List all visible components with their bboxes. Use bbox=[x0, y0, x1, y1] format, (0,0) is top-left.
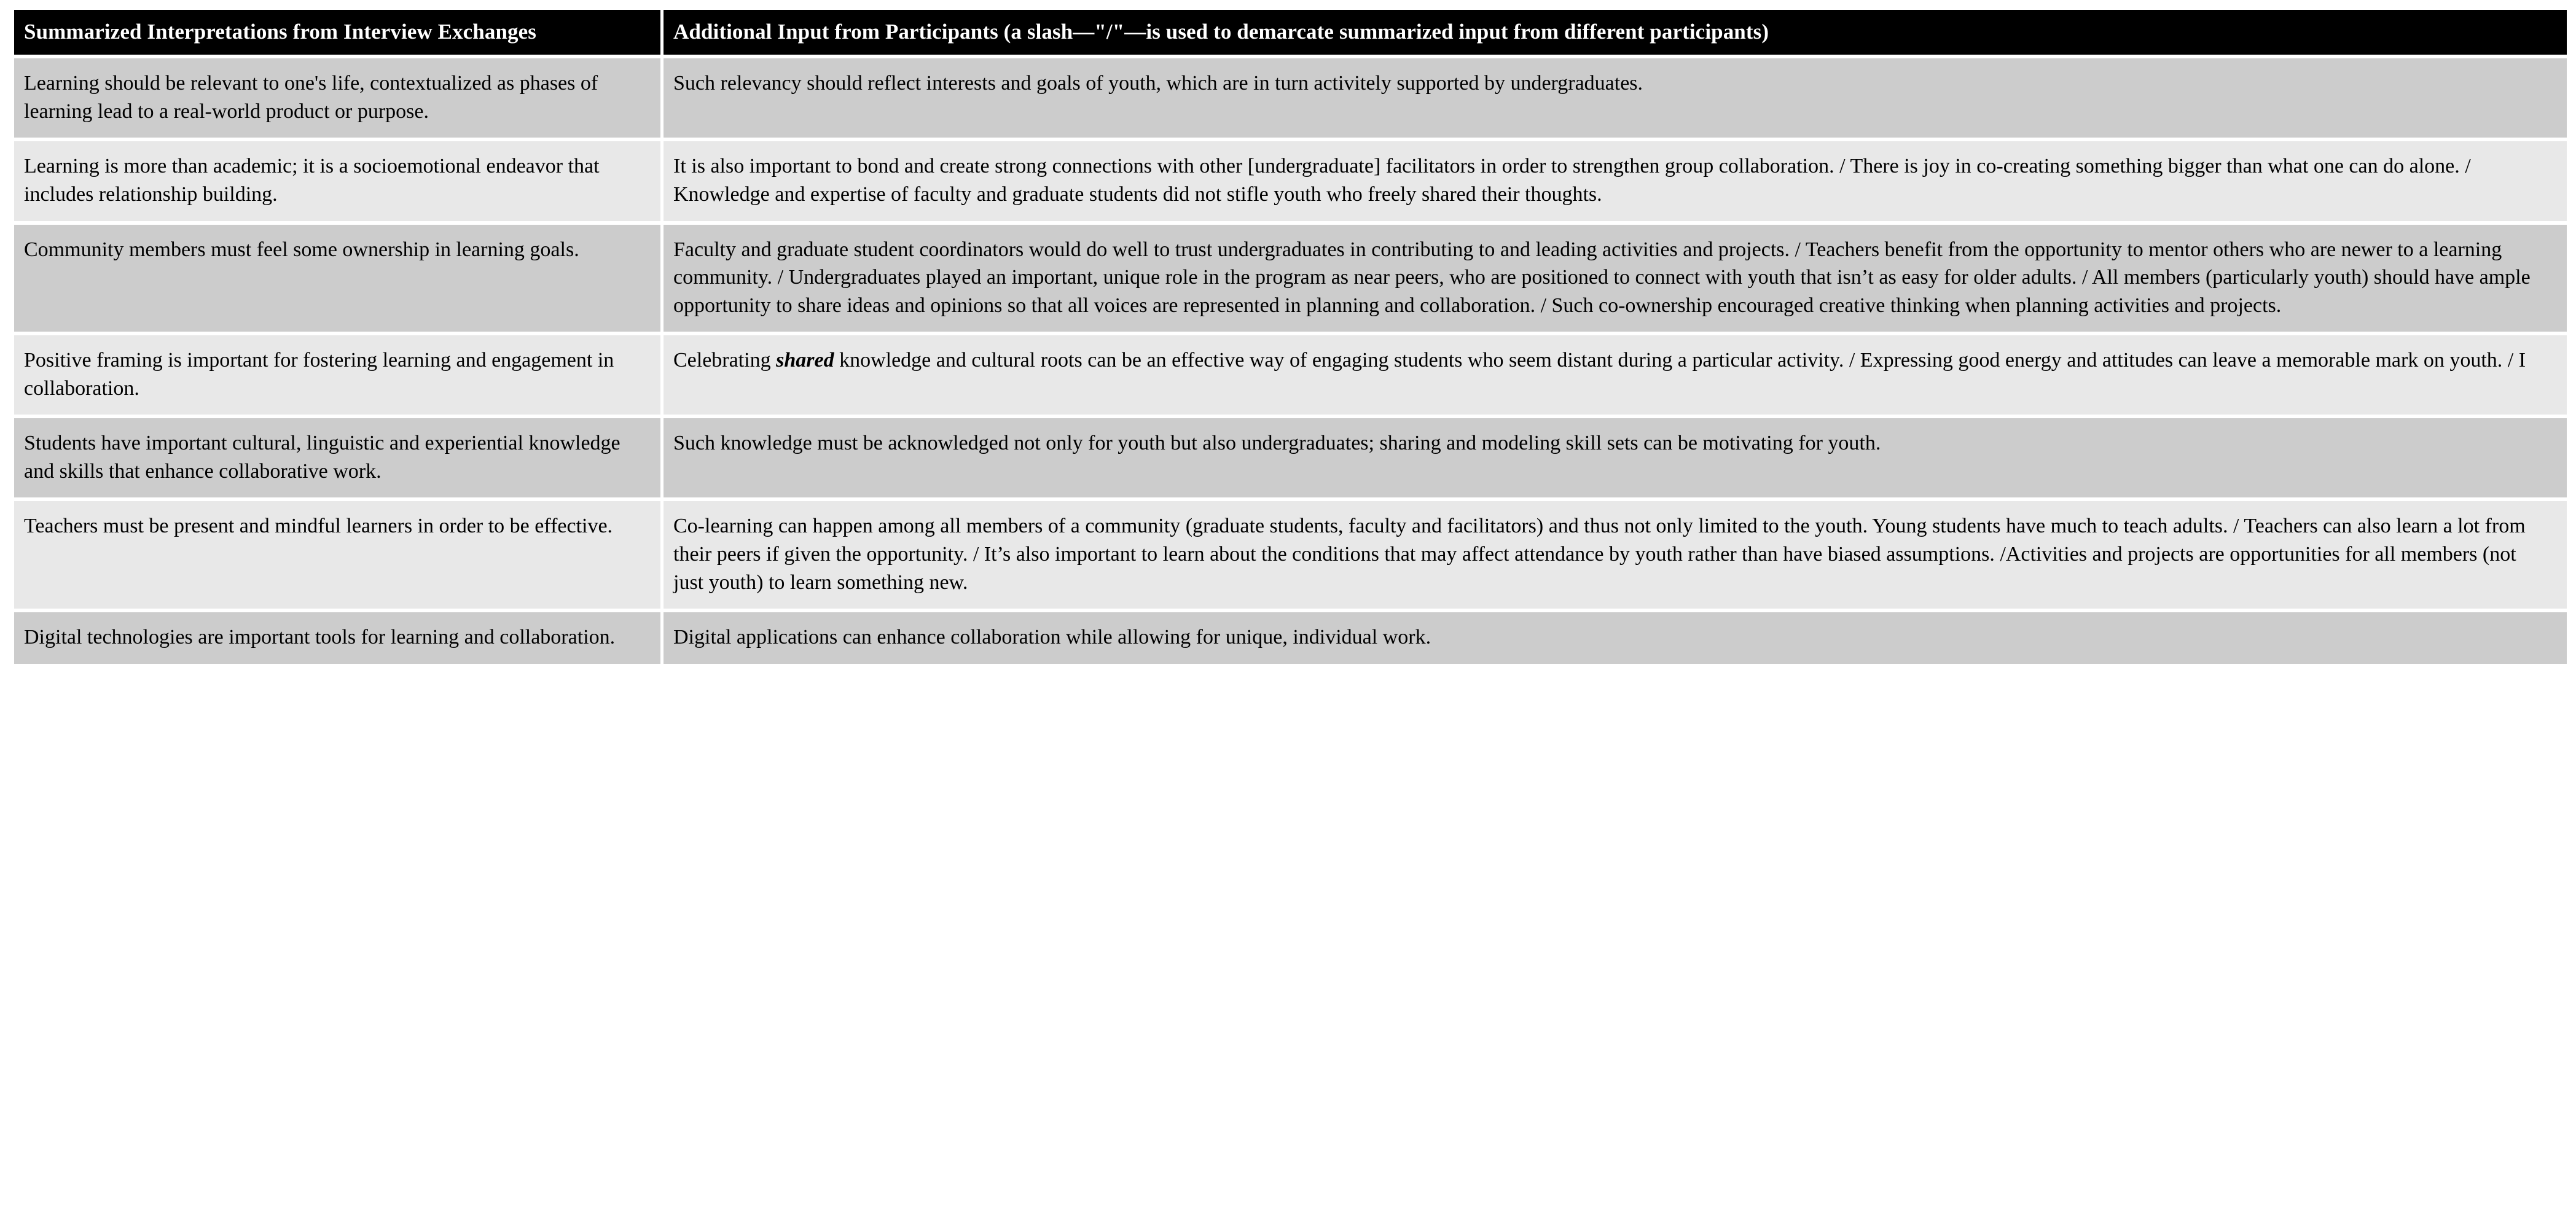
table-row bbox=[14, 501, 2567, 609]
participant-input-cell: Such knowledge must be acknowledged not only for youth but also undergraduates; sharing and modeling skill sets can be motivating for youth. bbox=[664, 418, 2567, 497]
table-row bbox=[14, 612, 2567, 664]
table-row bbox=[14, 58, 2567, 138]
interpretation-cell: Teachers must be present and mindful learners in order to be effective. bbox=[14, 501, 660, 609]
interpretation-cell: Learning is more than academic; it is a socioemotional endeavor that includes relationship building. bbox=[14, 141, 660, 220]
column-header-participant-input: Additional Input from Participants (a slash—"/"—is used to demarcate summarized input from different participants) bbox=[664, 10, 2567, 55]
participant-input-cell: Co-learning can happen among all members of a community (graduate students, faculty and facilitators) and thus not only limited to the youth. Young students have much to teach adults. / Teachers can also learn a lot from their peers if given the opportunity. / It’s also important to learn about the conditions that may affect attendance by youth rather than have biased assumptions. /Activities and projects are opportunities for all members (not just youth) to learn something new. bbox=[664, 501, 2567, 609]
input-emphasis: shared bbox=[776, 349, 834, 372]
interpretation-cell: Community members must feel some ownership in learning goals. bbox=[14, 225, 660, 332]
input-text-post: knowledge and cultural roots can be an effective way of engaging students who seem distant during a particular activity. / Expressing good energy and attitudes can leave a memorable mark on youth. / I bbox=[834, 349, 2526, 372]
input-text-pre: Celebrating bbox=[673, 349, 777, 372]
participant-input-cell: Faculty and graduate student coordinators would do well to trust undergraduates in contributing to and leading activities and projects. / Teachers benefit from the opportunity to mentor others who are newer to a learning community. / Undergraduates played an important, unique role in the program as near peers, who are positioned to connect with youth that isn’t as easy for older adults. / All members (particularly youth) should have ample opportunity to share ideas and opinions so that all voices are represented in planning and collaboration. / Such co-ownership encouraged creative thinking when planning activities and projects. bbox=[664, 225, 2567, 332]
table-row bbox=[14, 335, 2567, 415]
column-header-interpretations: Summarized Interpretations from Interview Exchanges bbox=[14, 10, 660, 55]
table-row bbox=[14, 418, 2567, 497]
interpretation-cell: Learning should be relevant to one's life, contextualized as phases of learning lead to a real-world product or purpose. bbox=[14, 58, 660, 138]
interpretation-cell: Digital technologies are important tools for learning and collaboration. bbox=[14, 612, 660, 664]
participant-input-cell: Such relevancy should reflect interests and goals of youth, which are in turn activitely supported by undergraduates. bbox=[664, 58, 2567, 138]
table-body bbox=[14, 58, 2567, 663]
findings-table bbox=[11, 6, 2570, 668]
header-row bbox=[14, 10, 2567, 55]
participant-input-cell: It is also important to bond and create strong connections with other [undergraduate] facilitators in order to strengthen group collaboration. / There is joy in co-creating something bigger than what one can do alone. / Knowledge and expertise of faculty and graduate students did not stifle youth who freely shared their thoughts. bbox=[664, 141, 2567, 220]
participant-input-cell: Digital applications can enhance collaboration while allowing for unique, individual work. bbox=[664, 612, 2567, 664]
table-row bbox=[14, 225, 2567, 332]
interpretation-cell: Positive framing is important for fostering learning and engagement in collaboration. bbox=[14, 335, 660, 415]
table-header bbox=[14, 10, 2567, 55]
participant-input-cell bbox=[664, 335, 2567, 415]
table-row bbox=[14, 141, 2567, 220]
interpretation-cell: Students have important cultural, linguistic and experiential knowledge and skills that enhance collaborative work. bbox=[14, 418, 660, 497]
